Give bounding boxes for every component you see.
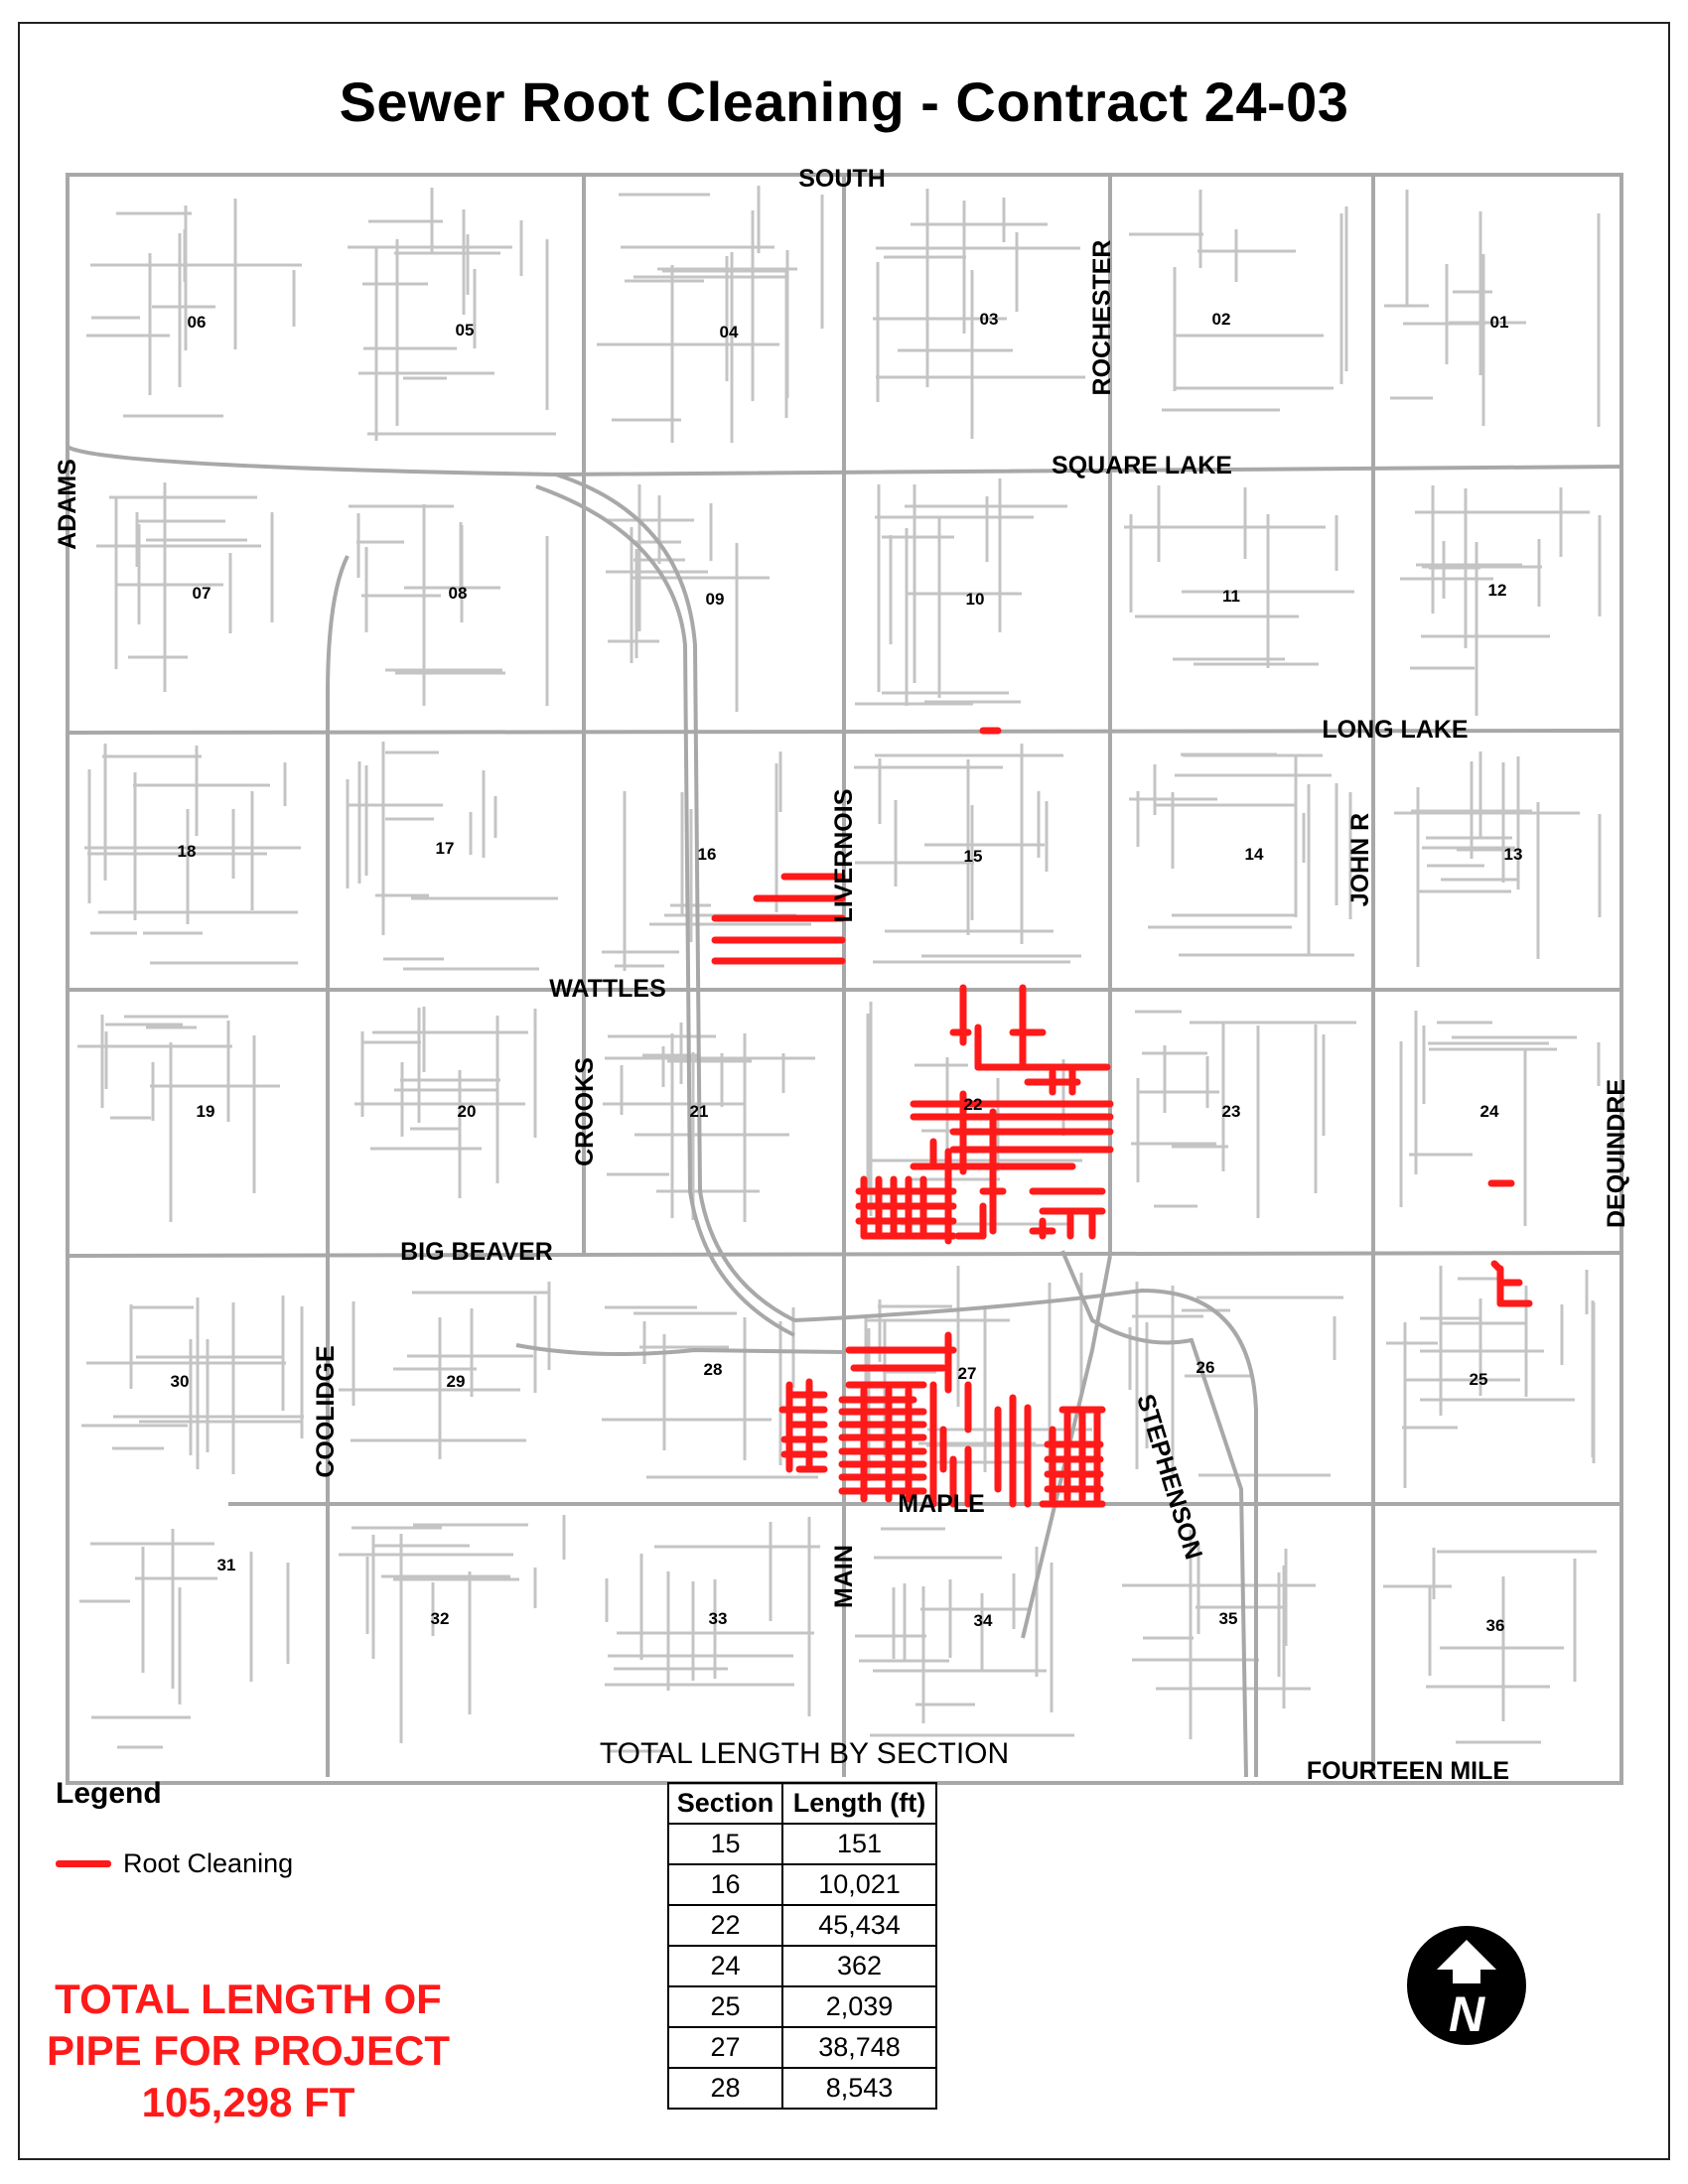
table-row — [668, 1986, 936, 2027]
section-label: 23 — [1221, 1102, 1241, 1121]
section-cell: 28 — [668, 2068, 782, 2109]
section-label: 25 — [1469, 1370, 1488, 1389]
section-label: 33 — [708, 1609, 728, 1628]
section-label: 15 — [963, 847, 983, 866]
section-label: 32 — [430, 1609, 450, 1628]
section-label: 11 — [1222, 587, 1240, 606]
section-label: 14 — [1244, 845, 1264, 864]
section-label: 31 — [216, 1556, 236, 1574]
section-label: 18 — [177, 842, 197, 861]
section-label: 01 — [1489, 313, 1509, 332]
road-label-maple: MAPLE — [898, 1490, 985, 1518]
section-label: 12 — [1487, 581, 1507, 600]
road-label-dequindre: DEQUINDRE — [1603, 1078, 1630, 1229]
section-label: 26 — [1196, 1358, 1215, 1377]
section-label: 07 — [192, 584, 211, 603]
length-by-section-table — [667, 1782, 937, 2110]
total-line-2: PIPE FOR PROJECT — [46, 2027, 451, 2074]
table-row — [668, 1864, 936, 1905]
section-label: 04 — [719, 323, 739, 341]
section-label: 24 — [1479, 1102, 1499, 1121]
section-cell: 22 — [668, 1905, 782, 1946]
road-coolidge-north — [328, 556, 348, 1256]
length-cell: 151 — [782, 1824, 936, 1864]
legend-item-root-cleaning — [56, 1848, 293, 1879]
section-label: 22 — [963, 1095, 983, 1114]
length-cell: 10,021 — [782, 1864, 936, 1905]
road-label-stephenson: STEPHENSON — [1131, 1391, 1208, 1564]
column-header-section: Section — [668, 1783, 782, 1824]
section-label: 03 — [979, 310, 999, 329]
road-label-john-r: JOHN R — [1346, 812, 1374, 907]
section-label: 09 — [705, 590, 725, 609]
section-label: 06 — [187, 313, 207, 332]
table-caption: TOTAL LENGTH BY SECTION — [599, 1737, 1010, 1770]
table-row — [668, 1946, 936, 1986]
road-label-coolidge: COOLIDGE — [312, 1345, 340, 1478]
section-label: 17 — [435, 839, 455, 858]
table-header-row — [668, 1783, 936, 1824]
section-label: 36 — [1485, 1616, 1505, 1635]
road-label-fourteen-mile: FOURTEEN MILE — [1306, 1757, 1510, 1785]
road-label-square-lake: SQUARE LAKE — [1052, 452, 1232, 479]
road-label-adams: ADAMS — [54, 459, 81, 550]
total-line-1: TOTAL LENGTH OF — [55, 1976, 442, 2022]
table-row — [668, 1824, 936, 1864]
road-label-rochester: ROCHESTER — [1088, 239, 1116, 396]
project-total-callout — [20, 1974, 477, 2128]
legend-title: Legend — [56, 1777, 162, 1810]
length-cell: 362 — [782, 1946, 936, 1986]
road-label-main: MAIN — [830, 1545, 858, 1608]
section-cell: 16 — [668, 1864, 782, 1905]
section-cell: 27 — [668, 2027, 782, 2068]
section-label: 29 — [446, 1372, 466, 1391]
length-cell: 8,543 — [782, 2068, 936, 2109]
table-row — [668, 2027, 936, 2068]
section-cell: 24 — [668, 1946, 782, 1986]
length-cell: 45,434 — [782, 1905, 936, 1946]
section-label: 19 — [196, 1102, 215, 1121]
length-cell: 2,039 — [782, 1986, 936, 2027]
section-label: 28 — [703, 1360, 723, 1379]
column-header-length: Length (ft) — [782, 1783, 936, 1824]
section-cell: 25 — [668, 1986, 782, 2027]
road-label-long-lake: LONG LAKE — [1322, 716, 1469, 744]
length-cell: 38,748 — [782, 2027, 936, 2068]
north-arrow-icon — [1405, 1924, 1528, 2047]
legend-item-label: Root Cleaning — [123, 1848, 294, 1878]
section-label: 30 — [170, 1372, 190, 1391]
road-label-south: SOUTH — [798, 165, 886, 193]
section-label: 34 — [973, 1611, 993, 1630]
major-roads — [68, 175, 1621, 1783]
section-label: 21 — [689, 1102, 709, 1121]
section-label: 05 — [455, 321, 475, 340]
total-line-3: 105,298 FT — [141, 2079, 355, 2125]
section-label: 02 — [1211, 310, 1231, 329]
legend-swatch-red-line — [56, 1860, 111, 1867]
road-label-wattles: WATTLES — [549, 975, 666, 1003]
table-row — [668, 1905, 936, 1946]
section-label: 10 — [965, 590, 985, 609]
map-title: Sewer Root Cleaning - Contract 24-03 — [339, 70, 1349, 133]
section-label: 27 — [957, 1364, 977, 1383]
table-body — [668, 1824, 936, 2109]
section-cell: 15 — [668, 1824, 782, 1864]
table-row — [668, 2068, 936, 2109]
section-label: 35 — [1218, 1609, 1238, 1628]
section-label: 20 — [457, 1102, 477, 1121]
freeway-i75-b — [536, 486, 794, 1335]
road-label-livernois: LIVERNOIS — [830, 788, 858, 923]
section-label: 13 — [1503, 845, 1523, 864]
road-label-crooks: CROOKS — [571, 1057, 599, 1166]
section-label: 16 — [697, 845, 717, 864]
section-label: 08 — [448, 584, 468, 603]
road-label-big-beaver: BIG BEAVER — [400, 1238, 553, 1266]
road-stephenson — [1062, 1251, 1246, 1777]
north-letter: N — [1448, 1986, 1485, 2042]
